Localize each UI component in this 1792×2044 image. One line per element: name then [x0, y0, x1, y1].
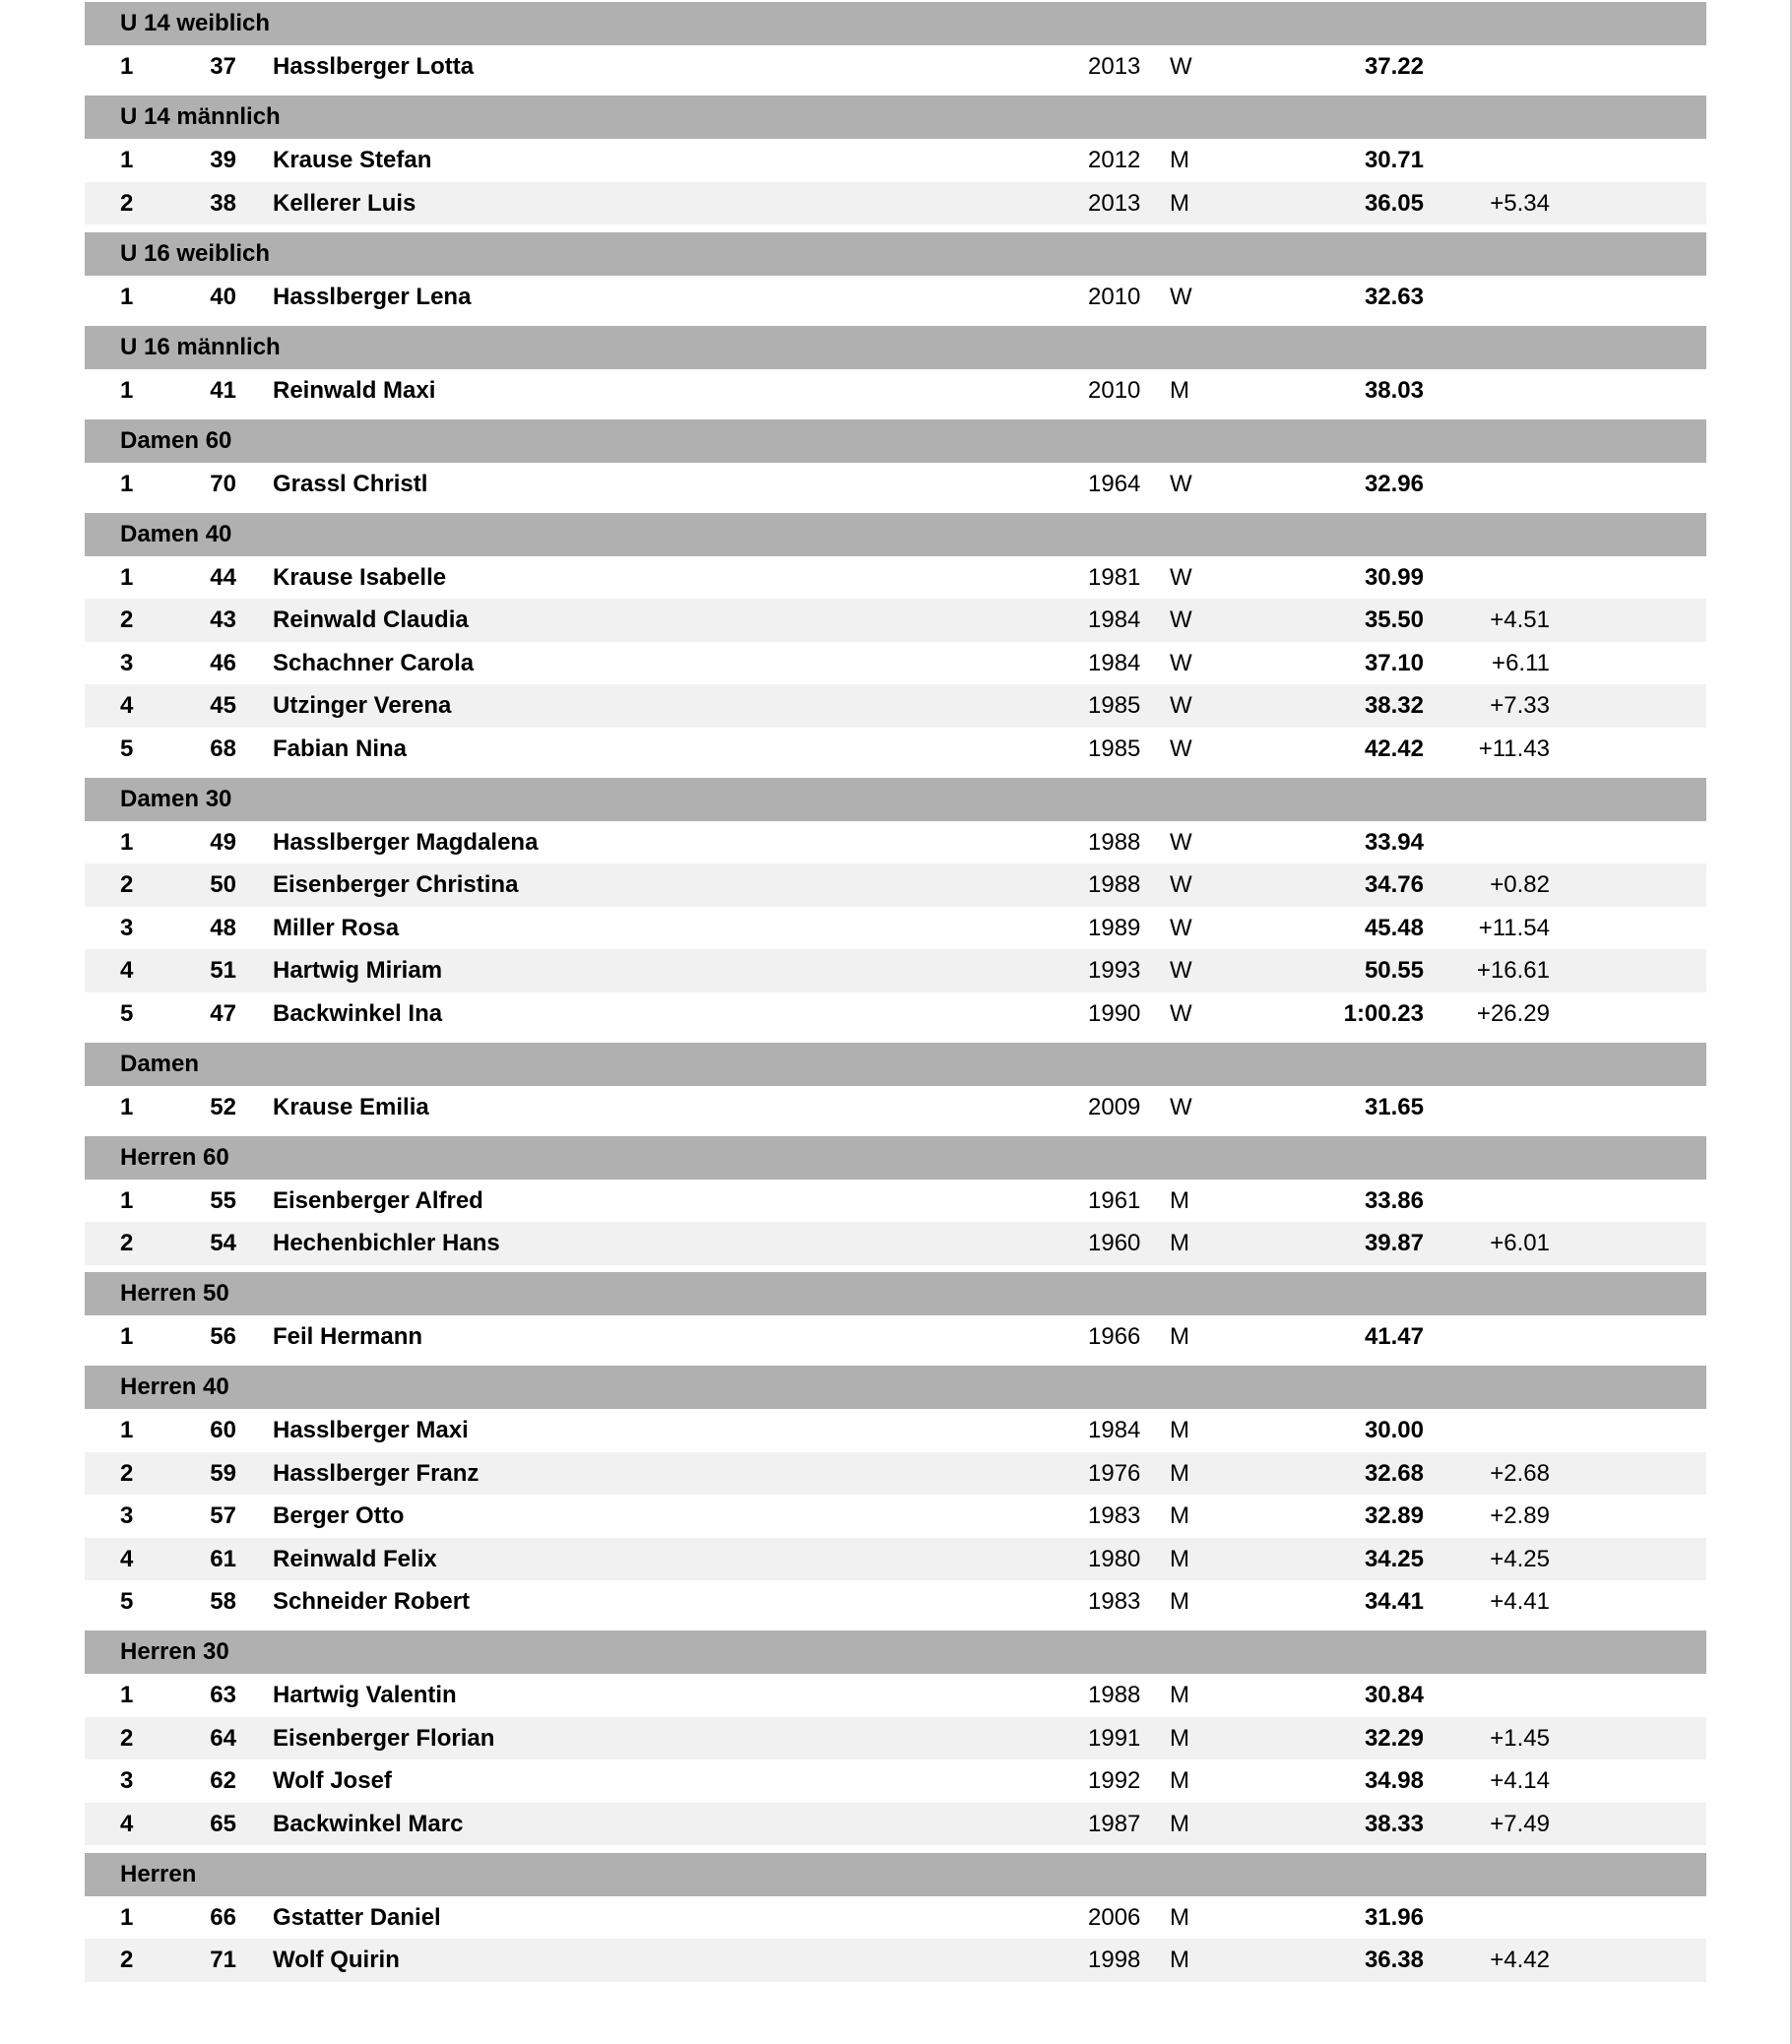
category-group — [85, 232, 1706, 319]
gender-cell: M — [1170, 1682, 1189, 1708]
bib-number-cell: 60 — [210, 1417, 236, 1443]
gender-cell: W — [1170, 649, 1192, 676]
birth-year-cell: 1984 — [1088, 649, 1141, 676]
athlete-name-cell: Hechenbichler Hans — [273, 1230, 500, 1256]
rank-cell: 3 — [120, 914, 134, 941]
athlete-name-cell: Wolf Quirin — [273, 1947, 400, 1973]
rank-cell: 1 — [120, 283, 134, 310]
category-header — [85, 1366, 1706, 1409]
rank-cell: 2 — [120, 1459, 134, 1487]
time-difference-cell: +16.61 — [1476, 957, 1550, 984]
category-group — [85, 1366, 1706, 1624]
time-cell: 32.96 — [1364, 470, 1424, 497]
athlete-name-cell: Hasslberger Lena — [273, 283, 472, 310]
rank-cell: 1 — [120, 376, 134, 404]
time-cell: 38.33 — [1364, 1810, 1424, 1837]
rank-cell: 1 — [120, 1186, 134, 1214]
gender-cell: W — [1170, 828, 1192, 856]
time-cell: 36.05 — [1364, 189, 1424, 217]
gender-cell: M — [1170, 1903, 1189, 1931]
gender-cell: M — [1170, 1459, 1189, 1487]
time-cell: 42.42 — [1364, 735, 1424, 762]
time-cell: 32.89 — [1364, 1502, 1424, 1529]
gender-cell: W — [1170, 563, 1192, 591]
birth-year-cell: 1990 — [1088, 999, 1141, 1027]
result-row — [85, 182, 1706, 225]
athlete-name-cell: Eisenberger Christina — [273, 871, 519, 898]
time-difference-cell: +4.42 — [1490, 1947, 1550, 1973]
gender-cell: W — [1170, 692, 1192, 719]
birth-year-cell: 1988 — [1088, 871, 1141, 898]
time-difference-cell: +11.54 — [1478, 914, 1550, 941]
gender-cell: W — [1170, 283, 1192, 310]
rank-cell: 4 — [120, 692, 134, 719]
rank-cell: 3 — [120, 1767, 134, 1794]
result-row — [85, 907, 1706, 950]
gender-cell: M — [1170, 1947, 1189, 1973]
birth-year-cell: 2010 — [1088, 376, 1141, 404]
result-row — [85, 1315, 1706, 1359]
rank-cell: 4 — [120, 1545, 134, 1572]
athlete-name-cell: Reinwald Claudia — [273, 607, 469, 633]
category-header — [85, 1853, 1706, 1896]
birth-year-cell: 2010 — [1088, 283, 1141, 310]
category-title: U 16 weiblich — [120, 239, 271, 267]
category-group — [85, 513, 1706, 771]
time-cell: 1:00.23 — [1343, 999, 1424, 1027]
time-cell: 35.50 — [1364, 607, 1424, 633]
bib-number-cell: 65 — [210, 1810, 236, 1837]
time-cell: 34.98 — [1364, 1767, 1424, 1794]
gender-cell: M — [1170, 1810, 1189, 1837]
birth-year-cell: 1984 — [1088, 1417, 1141, 1443]
result-row — [85, 1452, 1706, 1496]
category-group — [85, 2, 1706, 89]
bib-number-cell: 45 — [210, 692, 236, 719]
time-cell: 30.00 — [1364, 1417, 1424, 1443]
time-difference-cell: +4.25 — [1490, 1545, 1550, 1572]
rank-cell: 5 — [120, 735, 134, 762]
result-row — [85, 1580, 1706, 1624]
athlete-name-cell: Hasslberger Maxi — [273, 1417, 469, 1443]
bib-number-cell: 43 — [210, 607, 236, 633]
birth-year-cell: 1985 — [1088, 692, 1141, 719]
gender-cell: W — [1170, 871, 1192, 898]
bib-number-cell: 63 — [210, 1682, 236, 1708]
gender-cell: W — [1170, 999, 1192, 1027]
bib-number-cell: 70 — [210, 470, 236, 497]
time-cell: 30.84 — [1364, 1682, 1424, 1708]
rank-cell: 2 — [120, 1230, 134, 1256]
category-title: U 14 weiblich — [120, 10, 271, 36]
athlete-name-cell: Schachner Carola — [273, 649, 475, 676]
rank-cell: 2 — [120, 1947, 134, 1973]
athlete-name-cell: Eisenberger Alfred — [273, 1186, 483, 1214]
birth-year-cell: 1992 — [1088, 1767, 1141, 1794]
category-header — [85, 778, 1706, 821]
bib-number-cell: 49 — [210, 828, 236, 856]
gender-cell: M — [1170, 1323, 1189, 1350]
bib-number-cell: 62 — [210, 1767, 236, 1794]
athlete-name-cell: Hartwig Miriam — [273, 957, 443, 984]
time-difference-cell: +4.41 — [1490, 1588, 1550, 1615]
gender-cell: M — [1170, 1588, 1189, 1615]
time-cell: 38.32 — [1364, 692, 1424, 719]
result-row — [85, 1180, 1706, 1223]
athlete-name-cell: Gstatter Daniel — [273, 1903, 441, 1931]
gender-cell: M — [1170, 189, 1189, 217]
gender-cell: M — [1170, 376, 1189, 404]
results-list — [85, 2, 1706, 1982]
gender-cell: W — [1170, 53, 1192, 80]
category-group — [85, 1272, 1706, 1359]
rank-cell: 1 — [120, 828, 134, 856]
result-row — [85, 1222, 1706, 1265]
time-cell: 41.47 — [1364, 1323, 1424, 1350]
athlete-name-cell: Eisenberger Florian — [273, 1724, 495, 1752]
time-difference-cell: +1.45 — [1490, 1724, 1550, 1752]
athlete-name-cell: Berger Otto — [273, 1502, 405, 1529]
rank-cell: 1 — [120, 1093, 134, 1120]
result-row — [85, 863, 1706, 907]
category-group — [85, 419, 1706, 506]
result-row — [85, 599, 1706, 642]
category-title: Herren 50 — [120, 1280, 229, 1307]
rank-cell: 1 — [120, 1417, 134, 1443]
time-cell: 45.48 — [1364, 914, 1424, 941]
result-row — [85, 556, 1706, 600]
birth-year-cell: 1964 — [1088, 470, 1141, 497]
result-row — [85, 642, 1706, 685]
gender-cell: M — [1170, 147, 1189, 173]
rank-cell: 5 — [120, 999, 134, 1027]
birth-year-cell: 2006 — [1088, 1903, 1141, 1931]
result-row — [85, 949, 1706, 992]
bib-number-cell: 71 — [210, 1947, 236, 1973]
time-difference-cell: +5.34 — [1490, 189, 1550, 217]
category-header — [85, 513, 1706, 556]
rank-cell: 4 — [120, 1810, 134, 1837]
time-cell: 34.25 — [1364, 1545, 1424, 1572]
time-cell: 30.99 — [1364, 563, 1424, 591]
category-group — [85, 1630, 1706, 1845]
birth-year-cell: 2009 — [1088, 1093, 1141, 1120]
athlete-name-cell: Hasslberger Magdalena — [273, 828, 539, 856]
time-difference-cell: +7.33 — [1490, 692, 1550, 719]
bib-number-cell: 37 — [210, 53, 236, 80]
time-cell: 39.87 — [1364, 1230, 1424, 1256]
birth-year-cell: 1998 — [1088, 1947, 1141, 1973]
category-title: U 16 männlich — [120, 333, 281, 360]
athlete-name-cell: Miller Rosa — [273, 914, 400, 941]
gender-cell: M — [1170, 1186, 1189, 1214]
category-group — [85, 326, 1706, 413]
bib-number-cell: 58 — [210, 1588, 236, 1615]
rank-cell: 1 — [120, 147, 134, 173]
bib-number-cell: 50 — [210, 871, 236, 898]
gender-cell: W — [1170, 735, 1192, 762]
category-title: Damen 40 — [120, 520, 232, 547]
category-title: Damen 60 — [120, 426, 232, 454]
category-header — [85, 2, 1706, 45]
birth-year-cell: 2013 — [1088, 189, 1141, 217]
result-row — [85, 684, 1706, 728]
bib-number-cell: 44 — [210, 563, 236, 591]
time-difference-cell: +26.29 — [1476, 999, 1550, 1027]
gender-cell: M — [1170, 1417, 1189, 1443]
time-cell: 38.03 — [1364, 376, 1424, 404]
result-row — [85, 1803, 1706, 1846]
time-cell: 36.38 — [1364, 1947, 1424, 1973]
result-row — [85, 276, 1706, 319]
category-group — [85, 1136, 1706, 1265]
athlete-name-cell: Schneider Robert — [273, 1588, 471, 1615]
rank-cell: 2 — [120, 607, 134, 633]
result-row — [85, 821, 1706, 864]
birth-year-cell: 1983 — [1088, 1588, 1141, 1615]
birth-year-cell: 1987 — [1088, 1810, 1141, 1837]
time-cell: 34.76 — [1364, 871, 1424, 898]
birth-year-cell: 1981 — [1088, 563, 1141, 591]
rank-cell: 5 — [120, 1588, 134, 1615]
result-row — [85, 1538, 1706, 1581]
bib-number-cell: 47 — [210, 999, 236, 1027]
gender-cell: M — [1170, 1724, 1189, 1752]
athlete-name-cell: Kellerer Luis — [273, 189, 416, 217]
category-header — [85, 1043, 1706, 1086]
category-title: U 14 männlich — [120, 103, 281, 130]
birth-year-cell: 1976 — [1088, 1459, 1141, 1487]
bib-number-cell: 39 — [210, 147, 236, 173]
bib-number-cell: 41 — [210, 376, 236, 404]
category-header — [85, 419, 1706, 463]
category-header — [85, 1272, 1706, 1315]
gender-cell: W — [1170, 914, 1192, 941]
bib-number-cell: 51 — [210, 957, 236, 984]
bib-number-cell: 55 — [210, 1186, 236, 1214]
time-difference-cell: +6.11 — [1492, 649, 1550, 676]
result-row — [85, 369, 1706, 413]
birth-year-cell: 1991 — [1088, 1724, 1141, 1752]
athlete-name-cell: Grassl Christl — [273, 470, 428, 497]
category-title: Herren — [120, 1860, 197, 1887]
time-cell: 37.22 — [1364, 53, 1424, 80]
time-cell: 33.94 — [1364, 828, 1424, 856]
gender-cell: W — [1170, 957, 1192, 984]
time-difference-cell: +0.82 — [1490, 871, 1550, 898]
time-difference-cell: +2.68 — [1490, 1459, 1550, 1487]
time-cell: 31.65 — [1364, 1093, 1424, 1120]
athlete-name-cell: Krause Isabelle — [273, 563, 447, 591]
result-row — [85, 45, 1706, 89]
result-row — [85, 728, 1706, 771]
result-row — [85, 1717, 1706, 1760]
result-row — [85, 1939, 1706, 1982]
bib-number-cell: 57 — [210, 1502, 236, 1529]
gender-cell: M — [1170, 1767, 1189, 1794]
category-group — [85, 1853, 1706, 1982]
time-cell: 37.10 — [1364, 649, 1424, 676]
athlete-name-cell: Fabian Nina — [273, 735, 408, 762]
rank-cell: 1 — [120, 1903, 134, 1931]
time-cell: 50.55 — [1364, 957, 1424, 984]
bib-number-cell: 52 — [210, 1093, 236, 1120]
gender-cell: W — [1170, 470, 1192, 497]
athlete-name-cell: Hasslberger Lotta — [273, 53, 475, 80]
rank-cell: 1 — [120, 563, 134, 591]
athlete-name-cell: Backwinkel Ina — [273, 999, 443, 1027]
gender-cell: M — [1170, 1545, 1189, 1572]
bib-number-cell: 68 — [210, 735, 236, 762]
time-difference-cell: +4.51 — [1490, 607, 1550, 633]
time-difference-cell: +7.49 — [1490, 1810, 1550, 1837]
category-title: Herren 30 — [120, 1638, 229, 1665]
athlete-name-cell: Hartwig Valentin — [273, 1682, 457, 1708]
birth-year-cell: 1989 — [1088, 914, 1141, 941]
rank-cell: 1 — [120, 1323, 134, 1350]
category-header — [85, 1630, 1706, 1674]
category-group — [85, 1043, 1706, 1129]
result-row — [85, 1896, 1706, 1940]
athlete-name-cell: Krause Emilia — [273, 1093, 429, 1120]
athlete-name-cell: Utzinger Verena — [273, 692, 452, 719]
time-difference-cell: +11.43 — [1478, 735, 1550, 762]
bib-number-cell: 56 — [210, 1323, 236, 1350]
athlete-name-cell: Backwinkel Marc — [273, 1810, 464, 1837]
bib-number-cell: 54 — [210, 1230, 236, 1256]
bib-number-cell: 61 — [210, 1545, 236, 1572]
category-title: Damen — [120, 1050, 200, 1077]
gender-cell: M — [1170, 1502, 1189, 1529]
gender-cell: W — [1170, 607, 1192, 633]
athlete-name-cell: Hasslberger Franz — [273, 1459, 480, 1487]
gender-cell: W — [1170, 1093, 1192, 1120]
time-cell: 32.63 — [1364, 283, 1424, 310]
time-cell: 33.86 — [1364, 1186, 1424, 1214]
category-title: Herren 40 — [120, 1373, 229, 1400]
birth-year-cell: 2012 — [1088, 147, 1141, 173]
category-group — [85, 96, 1706, 224]
athlete-name-cell: Reinwald Maxi — [273, 376, 436, 404]
category-header — [85, 232, 1706, 276]
time-difference-cell: +6.01 — [1490, 1230, 1550, 1256]
birth-year-cell: 1961 — [1088, 1186, 1141, 1214]
birth-year-cell: 1983 — [1088, 1502, 1141, 1529]
birth-year-cell: 1960 — [1088, 1230, 1141, 1256]
result-row — [85, 1086, 1706, 1129]
bib-number-cell: 64 — [210, 1724, 236, 1752]
category-header — [85, 326, 1706, 369]
category-title: Damen 30 — [120, 785, 232, 812]
gender-cell: M — [1170, 1230, 1189, 1256]
result-row — [85, 1674, 1706, 1717]
birth-year-cell: 1993 — [1088, 957, 1141, 984]
time-cell: 30.71 — [1364, 147, 1424, 173]
rank-cell: 4 — [120, 957, 134, 984]
birth-year-cell: 1988 — [1088, 1682, 1141, 1708]
rank-cell: 3 — [120, 1502, 134, 1529]
athlete-name-cell: Feil Hermann — [273, 1323, 423, 1350]
athlete-name-cell: Reinwald Felix — [273, 1545, 437, 1572]
category-title: Herren 60 — [120, 1143, 229, 1171]
bib-number-cell: 40 — [210, 283, 236, 310]
birth-year-cell: 1966 — [1088, 1323, 1141, 1350]
category-group — [85, 778, 1706, 1036]
result-row — [85, 992, 1706, 1036]
rank-cell: 3 — [120, 649, 134, 676]
rank-cell: 2 — [120, 1724, 134, 1752]
result-row — [85, 1495, 1706, 1538]
result-row — [85, 1759, 1706, 1803]
bib-number-cell: 59 — [210, 1459, 236, 1487]
rank-cell: 2 — [120, 189, 134, 217]
rank-cell: 1 — [120, 470, 134, 497]
rank-cell: 1 — [120, 53, 134, 80]
birth-year-cell: 2013 — [1088, 53, 1141, 80]
birth-year-cell: 1984 — [1088, 607, 1141, 633]
time-cell: 31.96 — [1364, 1903, 1424, 1931]
time-cell: 34.41 — [1364, 1588, 1424, 1615]
birth-year-cell: 1988 — [1088, 828, 1141, 856]
birth-year-cell: 1980 — [1088, 1545, 1141, 1572]
bib-number-cell: 38 — [210, 189, 236, 217]
time-difference-cell: +4.14 — [1490, 1767, 1550, 1794]
bib-number-cell: 48 — [210, 914, 236, 941]
birth-year-cell: 1985 — [1088, 735, 1141, 762]
athlete-name-cell: Krause Stefan — [273, 147, 432, 173]
category-header — [85, 1136, 1706, 1180]
result-row — [85, 139, 1706, 182]
athlete-name-cell: Wolf Josef — [273, 1767, 392, 1794]
time-cell: 32.68 — [1364, 1459, 1424, 1487]
category-header — [85, 96, 1706, 139]
rank-cell: 2 — [120, 871, 134, 898]
result-row — [85, 1409, 1706, 1452]
time-cell: 32.29 — [1364, 1724, 1424, 1752]
bib-number-cell: 66 — [210, 1903, 236, 1931]
result-row — [85, 463, 1706, 506]
time-difference-cell: +2.89 — [1490, 1502, 1550, 1529]
bib-number-cell: 46 — [210, 649, 236, 676]
rank-cell: 1 — [120, 1682, 134, 1708]
